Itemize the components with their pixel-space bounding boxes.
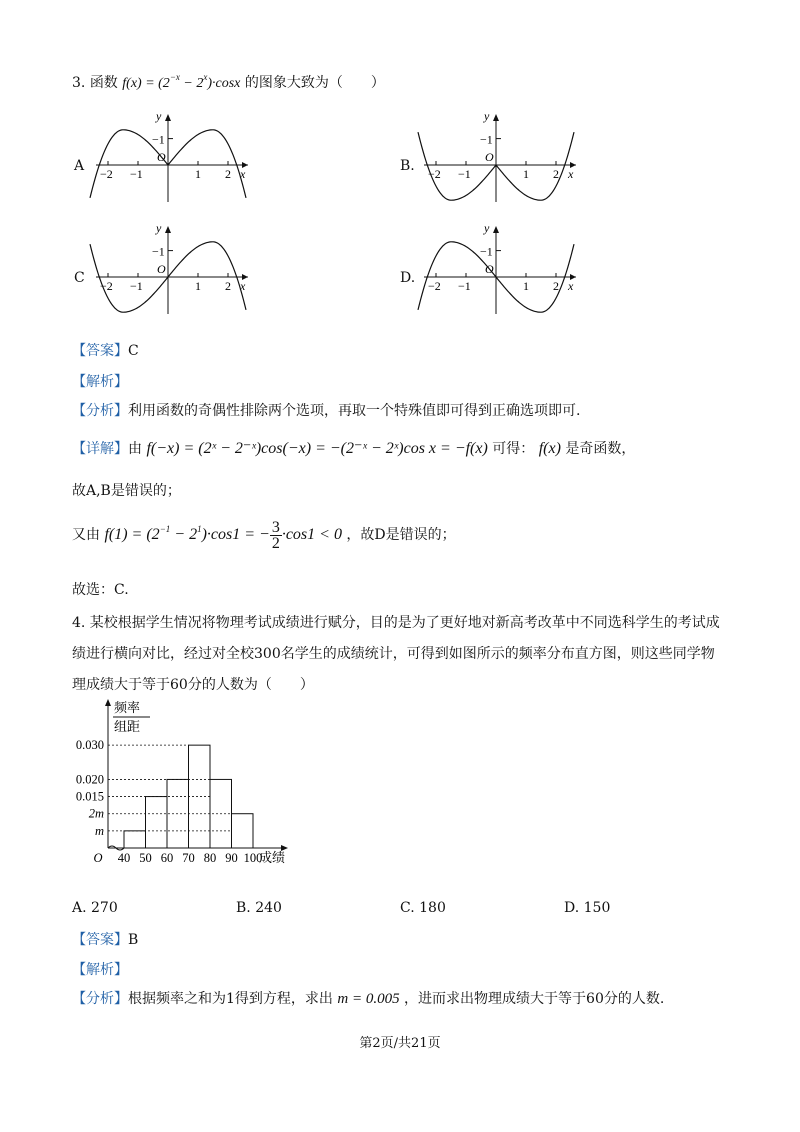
origin-label: O xyxy=(157,262,166,276)
x-axis-label: x xyxy=(240,279,246,293)
q3-line3: 又由 $f(1) = (2^{-1} - 2^1)\cdot\cos 1$ = − $\frac{3}{2}$ ·cos1 < 0 ，故D是错误的； xyxy=(72,519,456,552)
q3-analysis-tag: 【解析】 xyxy=(72,374,128,390)
x-tick-label: −2 xyxy=(428,279,441,293)
x-tick-label: 1 xyxy=(195,167,201,181)
y-tick-label: 0.015 xyxy=(75,789,104,804)
x-tick-label: 50 xyxy=(139,851,152,865)
x-tick-label: 1 xyxy=(523,167,529,181)
x-tick-label: −1 xyxy=(458,279,471,293)
q4-option-a: A. 270 xyxy=(72,900,118,916)
x-axis-label: x xyxy=(568,279,574,293)
x-tick-label: −1 xyxy=(458,167,471,181)
origin-label: O xyxy=(485,150,494,164)
q3-detail-formula: f(−x) = (2ˣ − 2⁻ˣ)cos(−x) = −(2⁻ˣ − 2ˣ)cos x = −f(x) xyxy=(146,440,488,457)
origin-label: O xyxy=(485,262,494,276)
x-tick-label: 2 xyxy=(553,279,559,293)
q3-detail: 【详解】由 f(−x) = (2ˣ − 2⁻ˣ)cos(−x) = −(2⁻ˣ − 2ˣ)cos x = −f(x) 可得： f(x) 是奇函数， xyxy=(72,440,636,457)
y-tick-label: −1 xyxy=(152,132,165,147)
y-tick-label: −1 xyxy=(152,244,165,259)
x-tick-label: −1 xyxy=(130,279,143,293)
q3-number: 3. xyxy=(72,75,86,91)
q3-stem-suffix: 的图象大致为（ ） xyxy=(244,75,385,91)
y-axis-arrow xyxy=(493,226,499,233)
x-tick-label: 70 xyxy=(182,851,195,865)
q4-answer: 【答案】B xyxy=(72,932,139,948)
y-axis-arrow xyxy=(165,226,171,233)
origin-label: O xyxy=(93,851,103,865)
x-tick-label: 2 xyxy=(225,279,231,293)
y-axis-label-top: 频率 xyxy=(114,700,141,715)
q3-conclusion: 故选：C. xyxy=(72,582,129,598)
x-tick-label: 80 xyxy=(203,851,217,865)
y-axis-label: y xyxy=(484,222,490,235)
q3-option-b-label: B. xyxy=(400,158,415,174)
y-tick-label: 2m xyxy=(88,806,104,821)
q3-stem-prefix: 函数 xyxy=(89,75,118,91)
x-tick-label: 2 xyxy=(225,167,231,181)
x-tick-label: 100 xyxy=(243,851,263,865)
page-number: 第2页/共21页 xyxy=(359,1036,441,1051)
y-tick-label: 0.020 xyxy=(75,772,104,787)
q4-stem-line1: 4. 某校根据学生情况将物理考试成绩进行赋分，目的是为了更好地对新高考改革中不同选科学生的考试成 xyxy=(72,615,720,631)
y-tick-label: −1 xyxy=(480,244,493,259)
frequency-histogram xyxy=(70,698,310,873)
x-axis-label: x xyxy=(240,167,246,181)
q3-option-c-label: C xyxy=(74,270,85,286)
q3-function: $f(x) = (2^{-x} - 2^x)\cdot\cos x$ xyxy=(122,72,241,91)
y-axis-label: y xyxy=(156,222,162,235)
x-tick-label: −2 xyxy=(100,279,113,293)
y-axis-label-bottom: 组距 xyxy=(114,719,141,734)
q4-option-d: D. 150 xyxy=(564,900,611,916)
y-axis-arrow xyxy=(493,114,499,121)
y-axis-label: y xyxy=(156,110,162,123)
histogram-bar xyxy=(146,797,168,848)
q4-option-b: B. 240 xyxy=(236,900,282,916)
q3-option-a-label: A xyxy=(74,158,85,174)
x-axis-label: x xyxy=(568,167,574,181)
x-axis-label: 成绩 xyxy=(259,850,286,865)
x-tick-label: 2 xyxy=(553,167,559,181)
x-tick-label: 1 xyxy=(523,279,529,293)
answer-tag: 【答案】 xyxy=(72,343,128,359)
q3-option-d-label: D. xyxy=(400,270,416,286)
histogram-bar xyxy=(124,831,146,848)
x-tick-label: −2 xyxy=(100,167,113,181)
q3-graph-c xyxy=(88,222,256,317)
y-axis-arrow xyxy=(105,699,111,706)
y-tick-label: m xyxy=(94,823,104,838)
x-tick-label: −1 xyxy=(130,167,143,181)
q3-fenxi: 【分析】利用函数的奇偶性排除两个选项，再取一个特殊值即可得到正确选项即可. xyxy=(72,403,581,419)
q3-graph-d xyxy=(416,222,584,317)
x-tick-label: 90 xyxy=(225,851,238,865)
q4-stem-line2: 绩进行横向对比，经过对全校300名学生的成绩统计，可得到如图所示的频率分布直方图，则这些同学物 xyxy=(72,646,715,662)
histogram-bar xyxy=(189,745,211,848)
x-tick-label: −2 xyxy=(428,167,441,181)
y-tick-label: 0.030 xyxy=(75,738,104,753)
q4-fenxi: 【分析】根据频率之和为1得到方程，求出 m = 0.005 ，进而求出物理成绩大于等于60分的人数. xyxy=(72,991,665,1007)
q4-analysis-tag: 【解析】 xyxy=(72,962,128,978)
y-tick-label: −1 xyxy=(480,132,493,147)
q3-line2: 故A,B是错误的； xyxy=(72,483,181,499)
x-tick-label: 1 xyxy=(195,279,201,293)
q3-graph-a xyxy=(88,110,256,205)
x-tick-label: 40 xyxy=(117,851,131,865)
q4-stem-line3: 理成绩大于等于60分的人数为（ ） xyxy=(72,677,314,693)
q3-answer: 【答案】C xyxy=(72,343,139,359)
q3-graph-b xyxy=(416,110,584,205)
q3-stem xyxy=(72,72,385,92)
origin-label: O xyxy=(157,150,166,164)
x-tick-label: 60 xyxy=(160,851,174,865)
histogram-bar xyxy=(232,814,254,848)
y-axis-arrow xyxy=(165,114,171,121)
y-axis-label: y xyxy=(484,110,490,123)
q4-option-c: C. 180 xyxy=(400,900,446,916)
